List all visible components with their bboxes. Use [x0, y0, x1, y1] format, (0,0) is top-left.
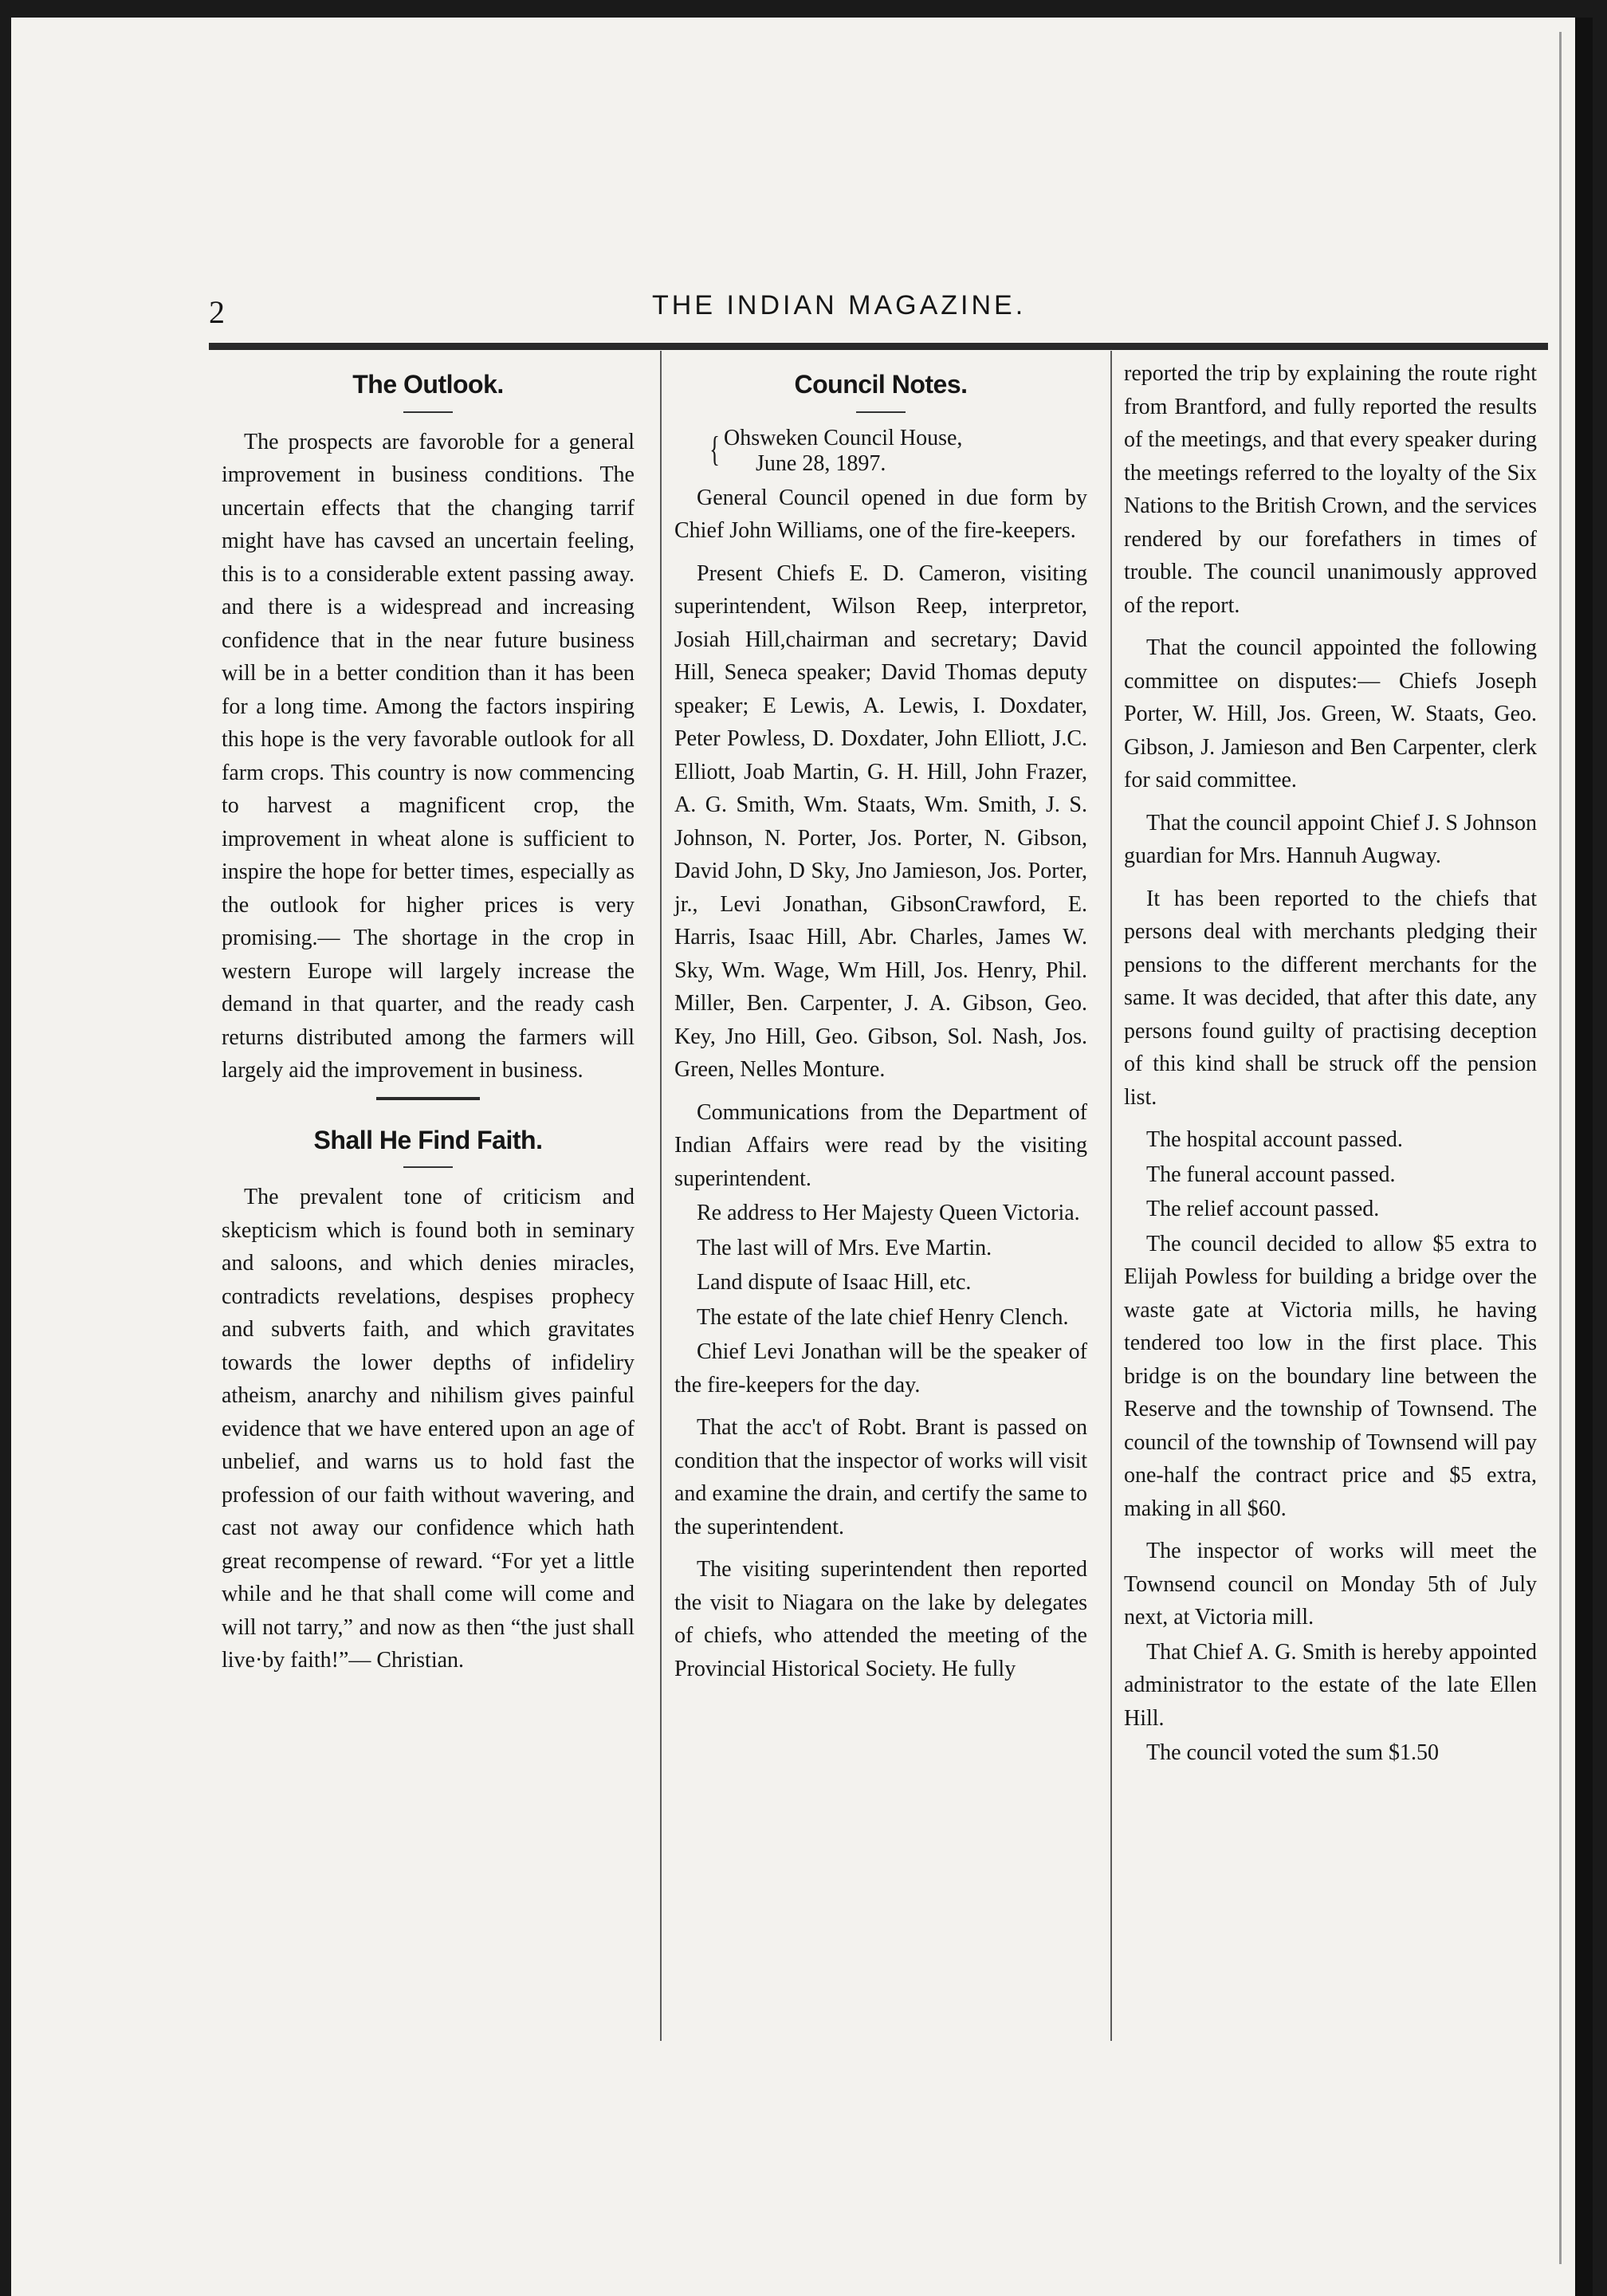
- page-number: 2: [209, 294, 225, 330]
- paragraph: The inspector of works will meet the Townsend council on Monday 5th of July next, at Victoria mill.: [1124, 1539, 1537, 1630]
- title-rule: [403, 411, 453, 413]
- article-body-faith: The prevalent tone of criticism and skepticism which is found both in seminary and saloons, and which denies miracles, contradicts revelations, despises prophecy and subverts faith, and which gravitates towards the lower depths of infideliry atheism, anarchy and nihilism gives painful evidence that we have entered upon an age of unbelief, and warns us to hold fast the profession of our faith without wavering, and cast not away our confidence which hath great recompense of reward. “For yet a little while and he that shall come will come and will not tarry,” and now as then “the just shall live·by faith!”— Christian.: [222, 1185, 635, 1673]
- masthead-title: THE INDIAN MAGAZINE.: [652, 290, 1027, 320]
- paragraph: The council voted the sum $1.50: [1146, 1740, 1440, 1765]
- column-1: [222, 368, 635, 1687]
- dateline: [706, 426, 1087, 477]
- paragraph: That Chief A. G. Smith is hereby appointed administrator to the estate of the late Ellen Hill.: [1124, 1639, 1537, 1731]
- dateline-date: June 28, 1897.: [756, 450, 886, 476]
- column-2: [674, 368, 1087, 1695]
- paragraph: The last will of Mrs. Eve Martin.: [697, 1235, 992, 1260]
- paragraph: The relief account passed.: [1146, 1197, 1380, 1221]
- paragraph: The council decided to allow $5 extra to Elijah Powless for building a bridge over the waste gate at Victoria mills, he having tendered too low in the first place. This bridge is on the boundary line between the Reserve and the township of Townsend. The council of the township of Townsend will pay one-half the contract price and $5 extra, making in all $60.: [1124, 1231, 1537, 1521]
- paragraph: It has been reported to the chiefs that persons deal with merchants pledging their pensions to the different merchants for the same. It was decided, that after this date, any persons found guilty of practising deception of this kind shall be struck off the pension list.: [1124, 886, 1537, 1110]
- paragraph: That the council appointed the following committee on disputes:— Chiefs Joseph Porter, W. Hill, Jos. Green, W. Staats, Geo. Gibson, J. Jamieson and Ben Carpenter, clerk for said committee.: [1124, 635, 1537, 792]
- paragraph: Chief Levi Jonathan will be the speaker of the fire-keepers for the day.: [674, 1339, 1087, 1398]
- paragraph: General Council opened in due form by Chief John Williams, one of the fire-keepers.: [674, 485, 1087, 543]
- article-separator: [376, 1097, 480, 1100]
- paragraph: The hospital account passed.: [1146, 1127, 1403, 1152]
- paragraph: Re address to Her Majesty Queen Victoria.: [697, 1201, 1080, 1225]
- paragraph: The visiting superintendent then reported the visit to Niagara on the lake by delegates of chiefs, who attended the meeting of the Provincial Historical Society. He fully: [674, 1557, 1087, 1681]
- paragraph: The estate of the late chief Henry Clench.: [697, 1304, 1069, 1330]
- paragraph: That the council appoint Chief J. S Johnson guardian for Mrs. Hannuh Augway.: [1124, 810, 1537, 868]
- page-edge-line: [1559, 32, 1562, 2264]
- article-title-council-notes: Council Notes.: [794, 370, 968, 399]
- paragraph: The funeral account passed.: [1146, 1162, 1396, 1187]
- paragraph: That the acc't of Robt. Brant is passed on condition that the inspector of works will visit and examine the drain, and certify the same to the superintendent.: [674, 1415, 1087, 1539]
- paragraph: Land dispute of Isaac Hill, etc.: [697, 1270, 972, 1295]
- dateline-brace: {: [709, 429, 720, 469]
- column-divider-2: [1110, 351, 1112, 2041]
- paragraph: Present Chiefs E. D. Cameron, visiting superintendent, Wilson Reep, interpretor, Josiah Hill,chairman and secretary; David Hill, Seneca speaker; David Thomas deputy speaker; E Lewis, A. Lewis, I. Doxdater, Peter Powless, D. Doxdater, John Elliott, J.C. Elliott, Joab Martin, G. H. Hill, John Frazer, A. G. Smith, Wm. Staats, Wm. Smith, J. S. Johnson, N. Porter, Jos. Porter, N. Gibson, David John, D Sky, Jno Jamieson, Jos. Porter, jr., Levi Jonathan, GibsonCrawford, E. Harris, Isaac Hill, Abr. Charles, James W. Sky, Wm. Wage, Wm Hill, Jos. Henry, Phil. Miller, Ben. Carpenter, J. A. Gibson, Geo. Key, Jno Hill, Geo. Gibson, Sol. Nash, Jos. Green, Nelles Monture.: [674, 560, 1087, 1082]
- title-rule: [403, 1166, 453, 1168]
- paragraph: reported the trip by explaining the route right from Brantford, and fully reported the results of the meetings, and that every speaker during the meetings referred to the loyalty of the Six Nations to the British Crown, and the services rendered by our forefathers in times of trouble. The council unanimously approved of the report.: [1124, 361, 1537, 618]
- title-rule: [856, 411, 906, 413]
- scan-border: [1575, 18, 1593, 2296]
- header-rule: [209, 343, 1548, 350]
- article-title-outlook: The Outlook.: [352, 370, 504, 399]
- article-title-faith: Shall He Find Faith.: [313, 1125, 543, 1154]
- column-divider-1: [660, 351, 662, 2041]
- column-3: [1124, 357, 1537, 1771]
- dateline-place: Ohsweken Council House,: [724, 425, 963, 450]
- article-body-outlook: The prospects are favoroble for a general improvement in business conditions. The uncertain effects that the changing tarrif might have has cavsed an uncertain feeling, this is to a considerable extent passing away. and there is a widespread and increasing confidence that in the near future business will be in a better condition than it has been for a long time. Among the factors inspiring this hope is the very favorable outlook for all farm crops. This country is now commencing to harvest a magnificent crop, the improvement in wheat alone is sufficient to inspire the hope for better times, especially as the outlook for higher prices is very promising.— The shortage in the crop in western Europe will largely increase the demand in that quarter, and the ready cash returns distributed among the farmers will largely aid the improvement in business.: [222, 429, 635, 1083]
- paragraph: Communications from the Department of Indian Affairs were read by the visiting superintendent.: [674, 1099, 1087, 1191]
